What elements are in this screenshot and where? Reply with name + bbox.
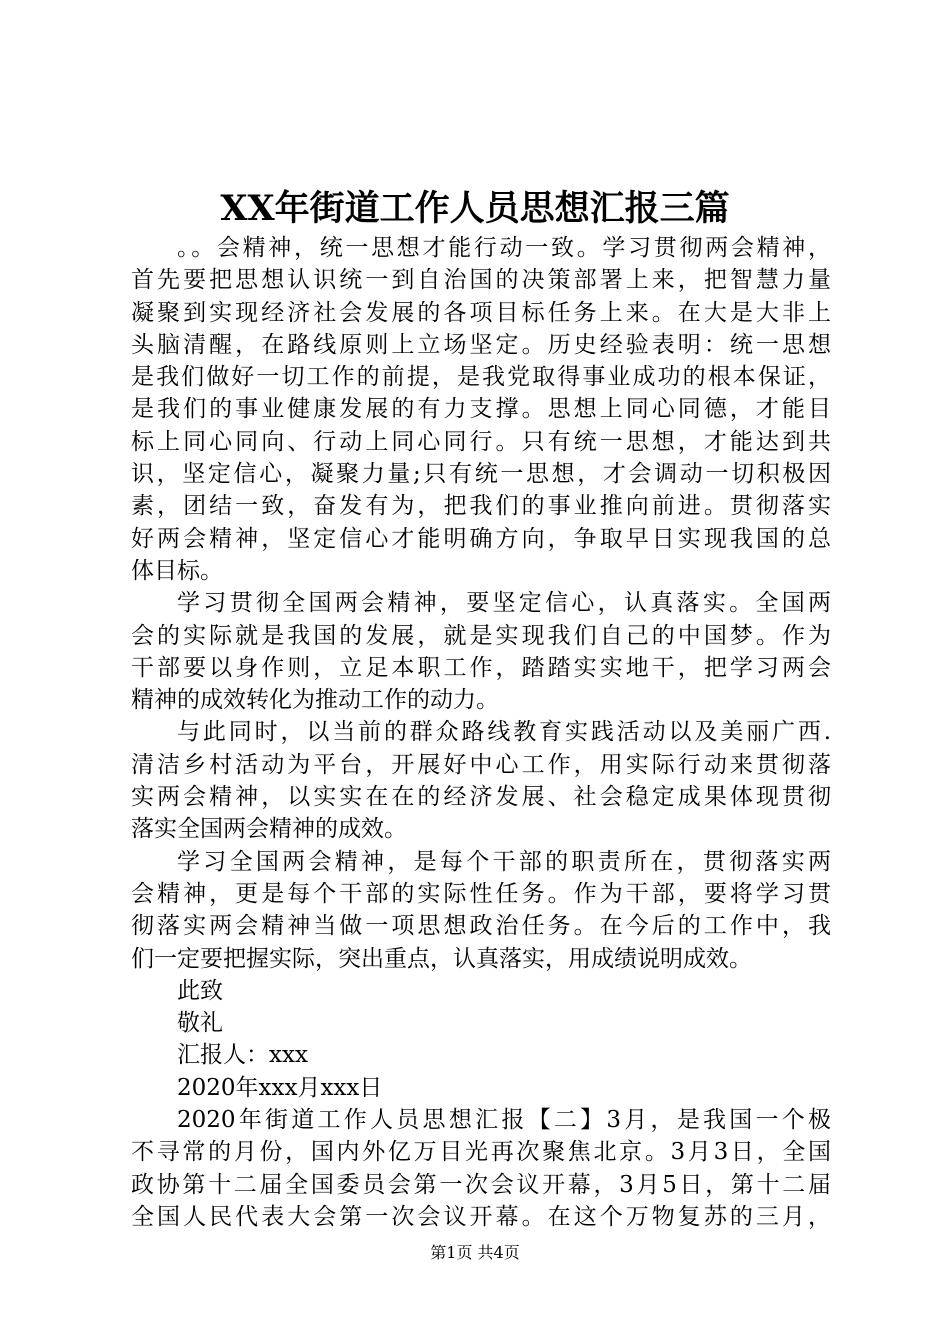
text-line: 会精神，更是每个干部的实际性任务。作为干部，要将学习贯 <box>131 880 831 907</box>
text-line: 学习全国两会精神，是每个干部的职责所在，贯彻落实两 <box>177 848 831 875</box>
text-line: 政协第十二届全国委员会第一次会议开幕，3月5日，第十二届 <box>131 1171 831 1198</box>
reporter-line: 汇报人：xxx <box>177 1042 308 1069</box>
document-title: XX年街道工作人员思想汇报三篇 <box>220 188 730 229</box>
text-line: 是我们的事业健康发展的有力支撑。思想上同心同德，才能目 <box>131 396 831 423</box>
text-line: 会的实际就是我国的发展，就是实现我们自己的中国梦。作为 <box>131 622 831 649</box>
text-line: 清洁乡村活动为平台，开展好中心工作，用实际行动来贯彻落 <box>131 751 831 778</box>
text-line: 学习贯彻全国两会精神，要坚定信心，认真落实。全国两 <box>177 590 831 617</box>
text-line: 精神的成效转化为推动工作的动力。 <box>131 687 499 714</box>
text-line: 首先要把思想认识统一到自治国的决策部署上来，把智慧力量 <box>131 267 831 294</box>
text-line: 全国人民代表大会第一次会议开幕。在这个万物复苏的三月， <box>131 1203 831 1230</box>
text-line: 们一定要把握实际，突出重点，认真落实，用成绩说明成效。 <box>131 945 752 972</box>
text-line: 干部要以身作则，立足本职工作，踏踏实实地干，把学习两会 <box>131 654 831 681</box>
document-body <box>131 232 831 1233</box>
text-line: 彻落实两会精神当做一项思想政治任务。在今后的工作中，我 <box>131 913 831 940</box>
text-line: 体目标。 <box>131 557 223 584</box>
text-line: 标上同心同向、行动上同心同行。只有统一思想，才能达到共 <box>131 428 831 455</box>
text-line: 头脑清醒，在路线原则上立场坚定。历史经验表明：统一思想 <box>131 331 831 358</box>
text-line: 。。会精神，统一思想才能行动一致。学习贯彻两会精神， <box>177 235 831 261</box>
closing-salutation: 此致 <box>177 977 223 1004</box>
page-number-footer: 第1页 共4页 <box>430 1243 520 1262</box>
text-line: 2020年街道工作人员思想汇报【二】3月，是我国一个极 <box>177 1107 831 1134</box>
text-line: 识，坚定信心，凝聚力量;只有统一思想，才会调动一切积极因 <box>131 461 831 488</box>
closing-regards: 敬礼 <box>177 1010 223 1037</box>
text-line: 好两会精神，坚定信心才能明确方向，争取早日实现我国的总 <box>131 525 831 552</box>
text-line: 不寻常的月份，国内外亿万目光再次聚焦北京。3月3日，全国 <box>131 1139 831 1166</box>
text-line: 落实全国两会精神的成效。 <box>131 816 407 843</box>
text-line: 素，团结一致，奋发有为，把我们的事业推向前进。贯彻落实 <box>131 493 831 520</box>
date-line: 2020年xxx月xxx日 <box>177 1074 383 1101</box>
text-line: 与此同时，以当前的群众路线教育实践活动以及美丽广西. <box>177 719 831 746</box>
text-line: 是我们做好一切工作的前提，是我党取得事业成功的根本保证， <box>131 364 831 391</box>
text-line: 实两会精神，以实实在在的经济发展、社会稳定成果体现贯彻 <box>131 784 831 811</box>
text-line: 凝聚到实现经济社会发展的各项目标任务上来。在大是大非上 <box>131 299 831 326</box>
